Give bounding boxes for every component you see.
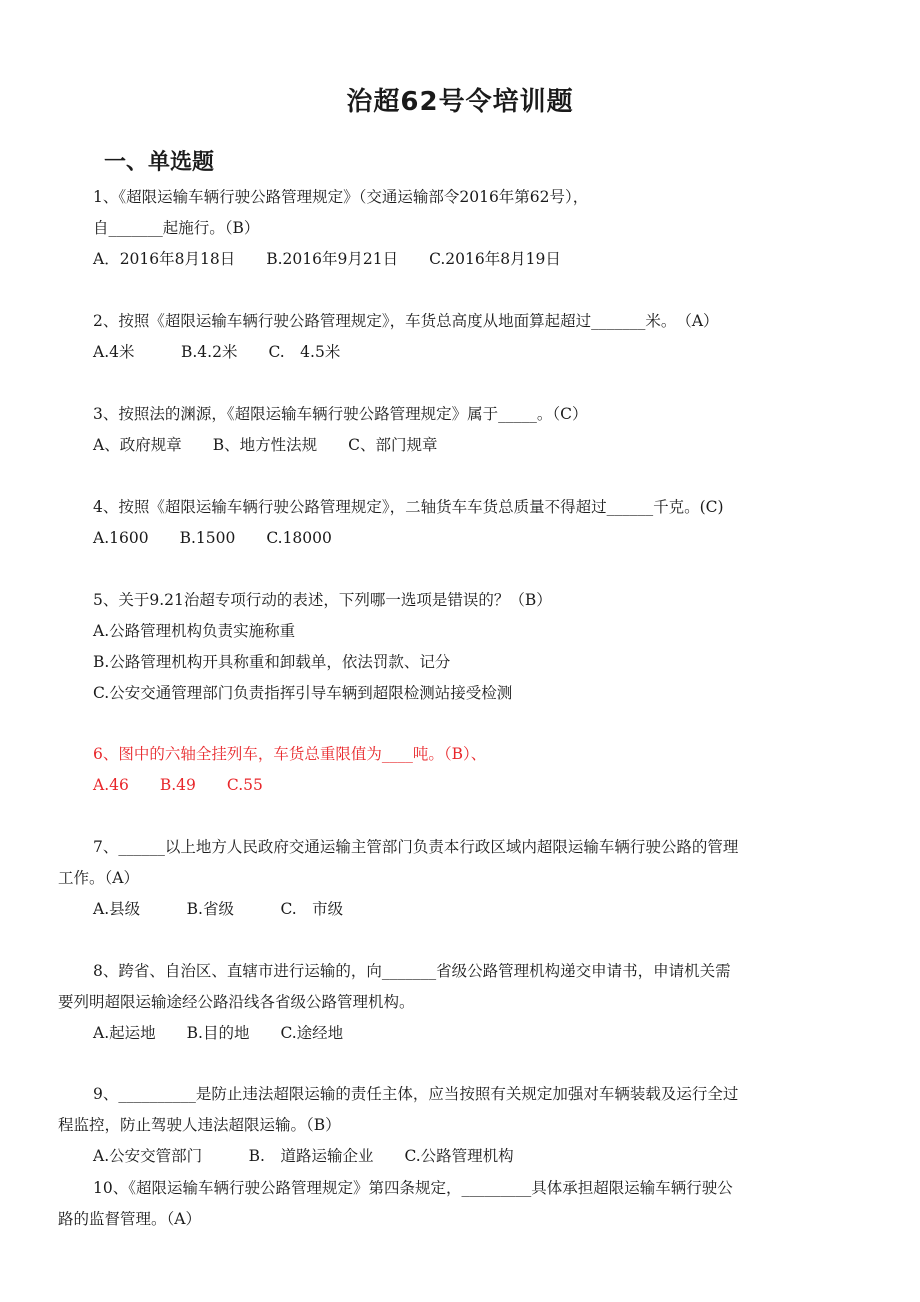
q3-stem: 3、按照法的渊源，《超限运输车辆行驶公路管理规定》属于_____。（C） — [93, 405, 588, 423]
q1-stem-line1: 1、《超限运输车辆行驶公路管理规定》（交通运输部令2016年第62号）， — [93, 188, 589, 206]
q2-options: A.4米 B.4.2米 C. 4.5米 — [93, 343, 341, 361]
q4-options: A.1600 B.1500 C.18000 — [93, 529, 332, 547]
document-title: 治超62号令培训题 — [346, 87, 574, 117]
q6-options: A.46 B.49 C.55 — [93, 776, 263, 794]
q6-stem: 6、图中的六轴全挂列车，车货总重限值为____吨。（B）、 — [93, 745, 487, 763]
q10-stem-line1: 10、《超限运输车辆行驶公路管理规定》第四条规定，_________具体承担超限运输车辆行驶公 — [93, 1179, 733, 1197]
q9-stem-line2: 程监控，防止驾驶人违法超限运输。（B） — [58, 1116, 341, 1134]
q5-option-b: B.公路管理机构开具称重和卸载单，依法罚款、记分 — [93, 653, 451, 671]
q7-options: A.县级 B.省级 C. 市级 — [93, 900, 344, 918]
q4-stem: 4、按照《超限运输车辆行驶公路管理规定》，二轴货车车货总质量不得超过______千克。(C) — [93, 498, 724, 516]
q8-options: A.起运地 B.目的地 C.途经地 — [93, 1024, 344, 1042]
q10-stem-line2: 路的监督管理。（A） — [58, 1210, 201, 1228]
q9-stem-line1: 9、__________是防止违法超限运输的责任主体，应当按照有关规定加强对车辆装载及运行全过 — [93, 1085, 739, 1103]
q7-stem-line2: 工作。（A） — [58, 869, 139, 887]
q5-stem: 5、关于9.21治超专项行动的表述，下列哪一选项是错误的？（B） — [93, 591, 552, 609]
q8-stem-line1: 8、跨省、自治区、直辖市进行运输的，向_______省级公路管理机构递交申请书，申请机关需 — [93, 962, 731, 980]
q5-option-a: A.公路管理机构负责实施称重 — [93, 622, 296, 640]
q1-stem-line2: 自_______起施行。（B） — [93, 219, 260, 237]
q9-options: A.公安交管部门 B. 道路运输企业 C.公路管理机构 — [93, 1147, 514, 1165]
q1-options: A．2016年8月18日 B.2016年9月21日 C.2016年8月19日 — [93, 250, 561, 268]
q5-option-c: C.公安交通管理部门负责指挥引导车辆到超限检测站接受检测 — [93, 684, 513, 702]
q3-options: A、政府规章 B、地方性法规 C、部门规章 — [93, 436, 438, 454]
q2-stem: 2、按照《超限运输车辆行驶公路管理规定》，车货总高度从地面算起超过_______米。 （A） — [93, 312, 719, 330]
q7-stem-line1: 7、______以上地方人民政府交通运输主管部门负责本行政区域内超限运输车辆行驶公路的管理 — [93, 838, 739, 856]
section-heading: 一、单选题 — [104, 150, 215, 175]
q8-stem-line2: 要列明超限运输途经公路沿线各省级公路管理机构。 — [58, 993, 415, 1011]
